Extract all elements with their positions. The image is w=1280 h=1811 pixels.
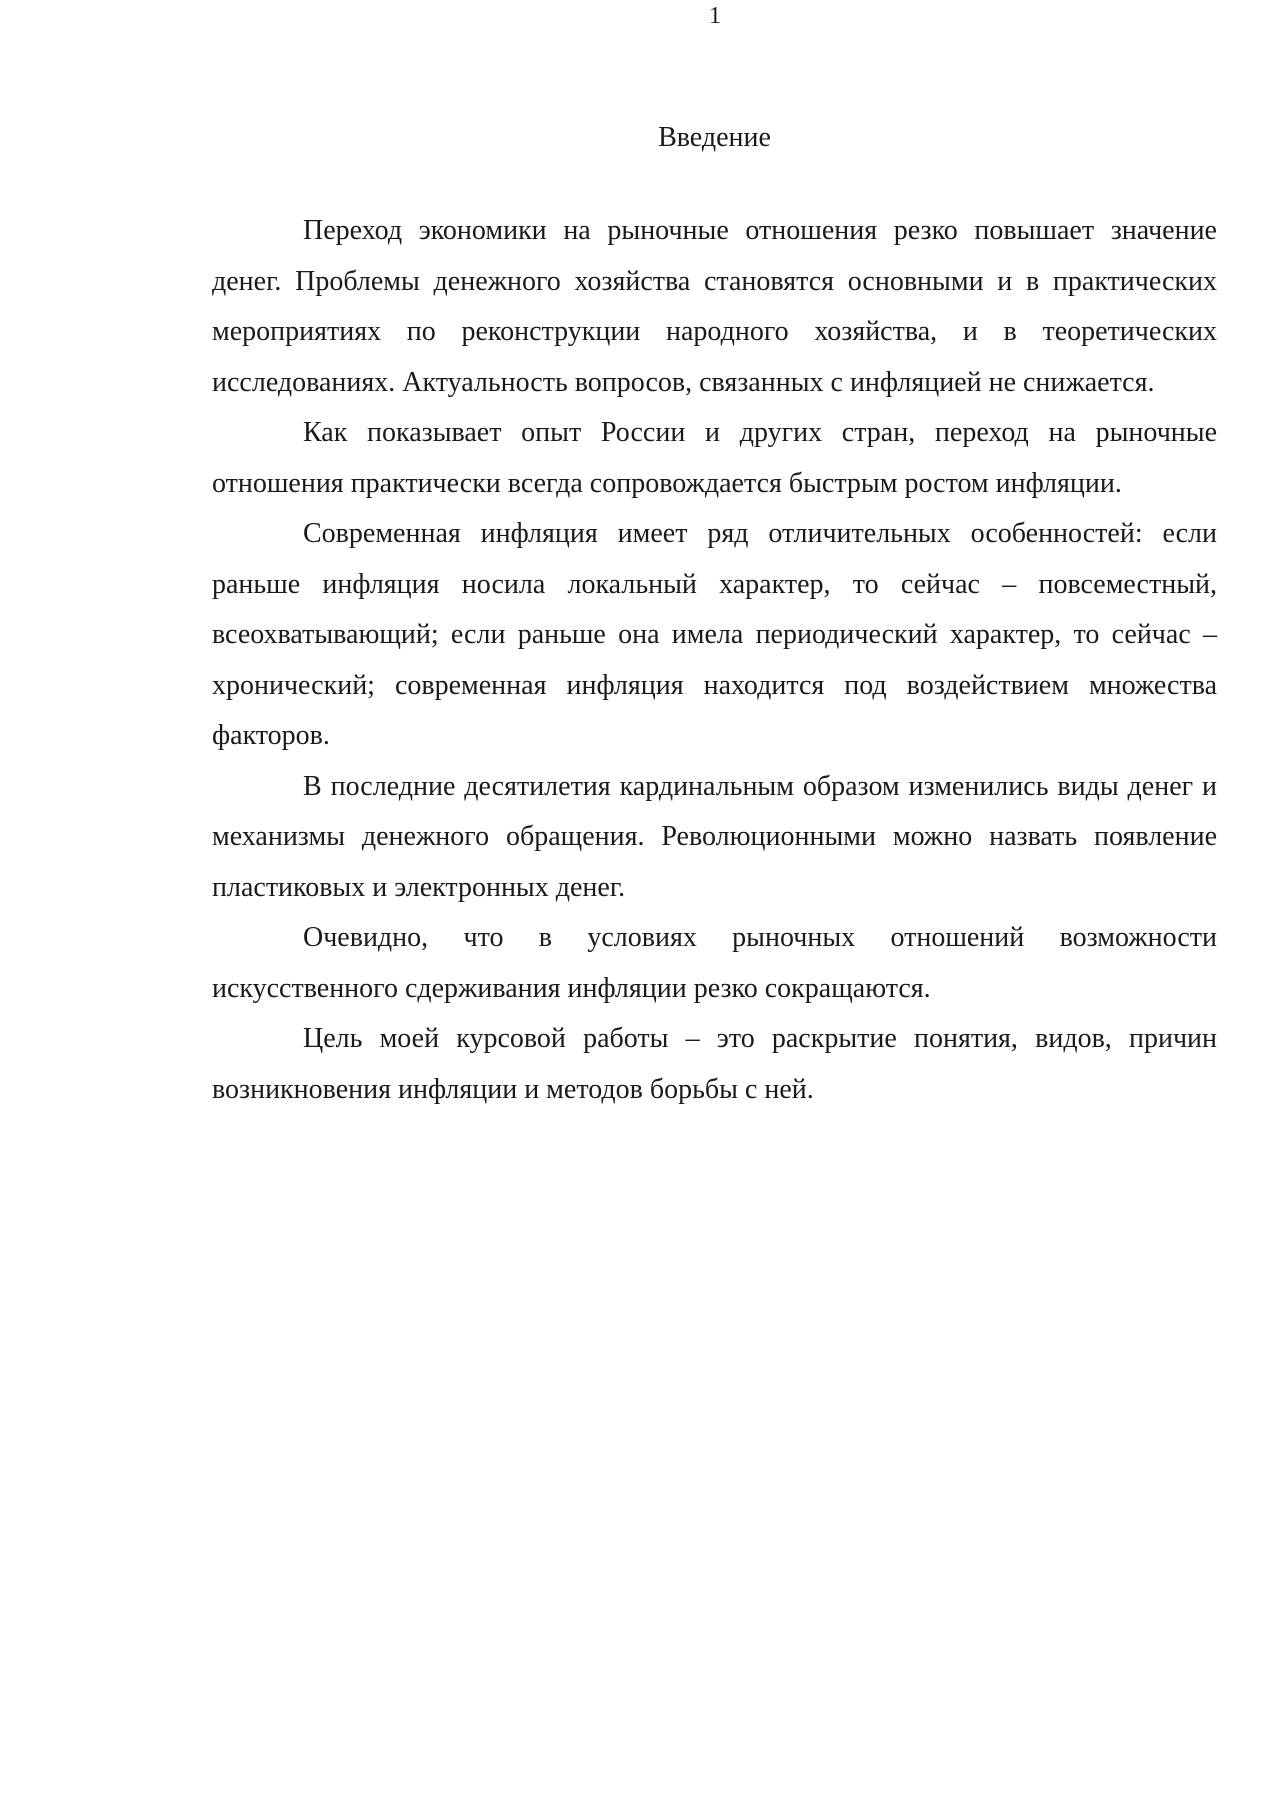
paragraph: Как показывает опыт России и других стран, переход на рыночные отношения практически всегда сопровождается быстрым ростом инфляции. (212, 417, 1217, 499)
paragraph: Переход экономики на рыночные отношения резко повышает значение денег. Проблемы денежного хозяйства становятся основными и в практических мероприятиях по реконструкции народного хозяйства, и в теоретических исследованиях. Актуальность вопросов, связанных с инфляцией не снижается. (212, 215, 1217, 398)
document-body (212, 206, 1217, 1115)
paragraph: Очевидно, что в условиях рыночных отношений возможности искусственного сдерживания инфляции резко сокращаются. (212, 922, 1217, 1004)
page-number-text: 1 (709, 3, 721, 29)
paragraph: В последние десятилетия кардинальным образом изменились виды денег и механизмы денежного обращения. Революционными можно назвать появление пластиковых и электронных денег. (212, 770, 1217, 903)
section-title: Введение (658, 122, 771, 153)
paragraph: Современная инфляция имеет ряд отличительных особенностей: если раньше инфляция носила локальный характер, то сейчас – повсеместный, всеохватывающий; если раньше она имела периодический характер, то сейчас – хронический; современная инфляция находится под воздействием множества факторов. (212, 518, 1217, 751)
paragraph: Цель моей курсовой работы – это раскрытие понятия, видов, причин возникновения инфляции и методов борьбы с ней. (212, 1023, 1217, 1105)
